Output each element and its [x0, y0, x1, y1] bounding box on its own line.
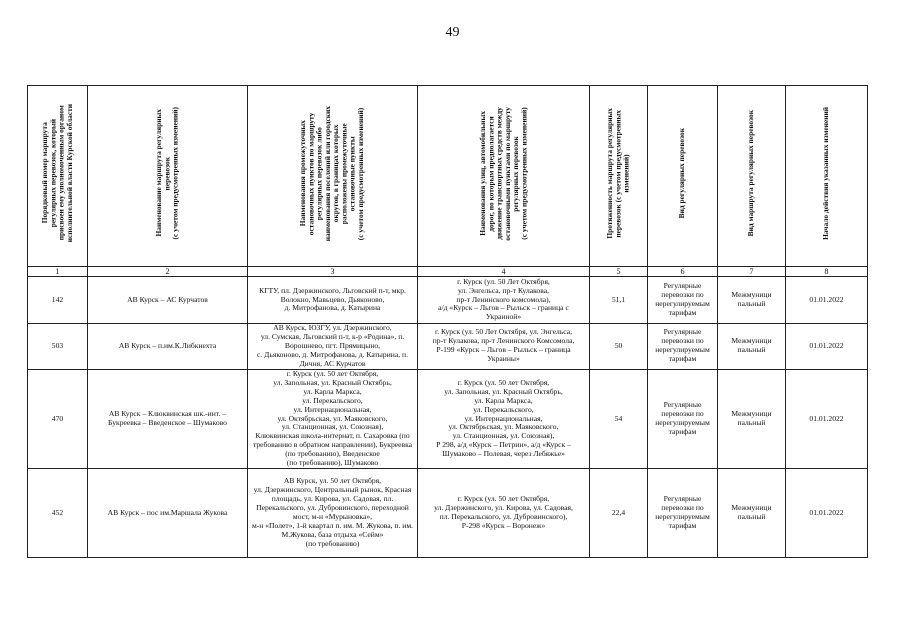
table-row — [28, 277, 868, 324]
route-kind: Межмуници пальный — [718, 324, 786, 370]
transport-type: Регулярные перевозки по нерегулируемым тарифам — [648, 369, 718, 468]
transport-type: Регулярные перевозки по нерегулируемым тарифам — [648, 324, 718, 370]
route-stops: КГТУ, пл. Дзержинского, Льговский п-т, мкр. Волокно, Мавьцево, Дьяконово, д. Митрофанова, д. Катырина — [248, 277, 418, 324]
column-number: 1 — [28, 267, 88, 277]
start-date: 01.01.2022 — [786, 277, 868, 324]
header-transport-type: Вид регулярных перевозок — [648, 86, 718, 267]
route-stops: АВ Курск, ЮЗГУ, ул. Дзержинского, ул. Сумская, Льговский п-т, к-р «Родина», п. Ворошнево, пгт. Прямицыно, с. Дьяконово, д. Митрофанова, д. Катырина, п. Дичня, АС Курчатов — [248, 324, 418, 370]
route-kind: Межмуници пальный — [718, 369, 786, 468]
route-number: 452 — [28, 469, 88, 558]
column-number: 3 — [248, 267, 418, 277]
column-number: 7 — [718, 267, 786, 277]
column-number: 6 — [648, 267, 718, 277]
transport-type: Регулярные перевозки по нерегулируемым тарифам — [648, 277, 718, 324]
column-number: 8 — [786, 267, 868, 277]
route-name: АВ Курск – п.им.К.Либкнехта — [88, 324, 248, 370]
route-length: 54 — [590, 369, 648, 468]
table-row — [28, 469, 868, 558]
route-name: АВ Курск – АС Курчатов — [88, 277, 248, 324]
route-streets: г. Курск (ул. 50 Лет Октября, ул. Энгельса, пр-т Кулакова, пр-т Ленинского комсомола), а/д «Курск – Льгов – Рыльск – граница с Украиной» — [418, 277, 590, 324]
route-length: 22,4 — [590, 469, 648, 558]
route-streets: г. Курск (ул. 50 лет Октября, ул. Дзержинского, ул. Кирова, ул. Садовая, пл. Перекальского, ул. Дубровинского), Р-298 «Курск – Воронеж» — [418, 469, 590, 558]
header-length: Протяженность маршрута регулярных перевозок (с учетом предусмотренных изменений) — [590, 86, 648, 267]
route-number: 142 — [28, 277, 88, 324]
column-number: 2 — [88, 267, 248, 277]
route-streets: г. Курск (ул. 50 Лет Октября, ул. Энгельса, пр-т Кулакова, пр-т Ленинского Комсомола, Р-199 «Курск – Льгов – Рыльск – граница Украины» — [418, 324, 590, 370]
header-row — [28, 86, 868, 267]
header-streets: Наименования улиц, автомобильных дорог, по которым предполагается движение транспортных средств между остановочными пунктами по маршруту регулярных перевозок (с учетом предусмотренных изменений) — [418, 86, 590, 267]
header-start-date: Начало действия указанных изменений — [786, 86, 868, 267]
route-streets: г. Курск (ул. 50 лет Октября, ул. Запольная, ул. Красный Октябрь, ул. Карла Маркса, ул. Перекальского, ул. Интернациональная, ул. Октябрьская, ул. Маяковского, ул. Станционная, ул. Союзная), Р 298, а/д «Курск – Петрин», а/д «Курск – Шумаково – Полевая, через Лебяжье» — [418, 369, 590, 468]
header-stops: Наименования промежуточных остановочных пунктов по маршруту регулярных перевозок либо наименования поселений или городских округов, в границах которых расположены промежуточные остановочные пункты (с учетом предусмотренных изменений) — [248, 86, 418, 267]
transport-type: Регулярные перевозки по нерегулируемым тарифам — [648, 469, 718, 558]
table-row — [28, 324, 868, 370]
start-date: 01.01.2022 — [786, 324, 868, 370]
start-date: 01.01.2022 — [786, 469, 868, 558]
route-number: 470 — [28, 369, 88, 468]
column-number-row — [28, 267, 868, 277]
route-kind: Межмуници пальный — [718, 277, 786, 324]
start-date: 01.01.2022 — [786, 369, 868, 468]
header-route-kind: Вид маршрута регулярных перевозок — [718, 86, 786, 267]
header-route-number: Порядковый номер маршрута регулярных перевозок, который присвоен ему уполномоченным органом исполнительной власти Курской области — [28, 86, 88, 267]
route-length: 51,1 — [590, 277, 648, 324]
routes-table — [27, 85, 868, 558]
route-stops: АВ Курск, ул. 50 лет Октября, ул. Дзержинского, Центральный рынок, Красная площадь, ул. Кирова, ул. Садовая, пл. Перекальского, ул. Дубровинского, переходной мост, м-н «Мурыновка», м-н «Полет», 1-й квартал п. им. М. Жукова, п. им. М.Жукова, база отдыха «Сейм» (по требованию) — [248, 469, 418, 558]
route-stops: г. Курск (ул. 50 лет Октября, ул. Запольная, ул. Красный Октябрь, ул. Карла Маркса, ул. Перекальского, ул. Интернациональная, ул. Октябрьская, ул. Маяковского, ул. Станционная, ул. Союзная), Клюквинская школа-интернат, п. Сахаровка (по требованию в обратном направлении), Букреевка (по требованию), Введенское (по требованию), Шумаково — [248, 369, 418, 468]
route-number: 503 — [28, 324, 88, 370]
column-number: 5 — [590, 267, 648, 277]
route-name: АВ Курск – Клюквинская шк.-инт. – Букреевка – Введенское – Шумаково — [88, 369, 248, 468]
column-number: 4 — [418, 267, 590, 277]
page-number: 49 — [445, 25, 460, 40]
route-kind: Межмуници пальный — [718, 469, 786, 558]
route-name: АВ Курск – пос им.Маршала Жукова — [88, 469, 248, 558]
route-length: 50 — [590, 324, 648, 370]
table-row — [28, 369, 868, 468]
header-route-name: Наименование маршрута регулярных перевозок (с учетом предусмотренных изменений) — [88, 86, 248, 267]
